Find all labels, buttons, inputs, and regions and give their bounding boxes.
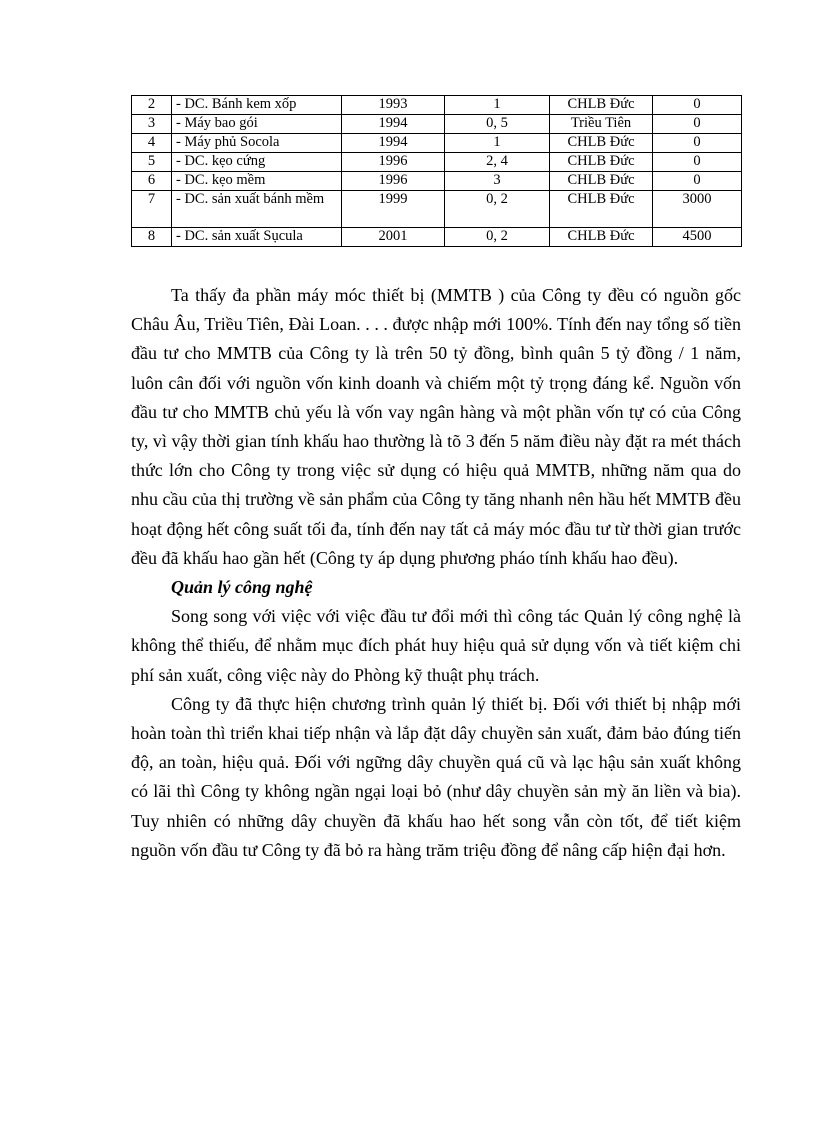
cell-equipment-name: - Máy bao gói [172,115,342,134]
cell-year: 1996 [342,172,445,191]
cell-year: 2001 [342,228,445,247]
paragraph-equipment-overview: Ta thấy đa phần máy móc thiết bị (MMTB ) của Công ty đều có nguồn gốc Châu Âu, Triều Tiên, Đài Loan. . . . được nhập mới 100%. Tính đến nay tổng số tiền đầu tư cho MMTB của Công ty là trên 50 tỷ đồng, bình quân 5 tỷ đồng / 1 năm, luôn cân đối với nguồn vốn kinh doanh và chiếm một tỷ trọng đáng kể. Nguồn vốn đầu tư cho MMTB chủ yếu là vốn vay ngân hàng và một phần vốn tự có của Công ty, vì vậy thời gian tính khấu hao thường là tõ 3 đến 5 năm điều này đặt ra mét thách thức lớn cho Công ty trong việc sử dụng có hiệu quả MMTB, những năm qua do nhu cầu của thị trường về sản phẩm của Công ty tăng nhanh nên hầu hết MMTB đều hoạt động hết công suất tối đa, tính đến nay tất cả máy móc đầu tư từ thời gian trước đều đã khấu hao gần hết (Công ty áp dụng phương pháo tính khấu hao đều). [131,285,741,568]
cell-equipment-name: - DC. Bánh kem xốp [172,96,342,115]
cell-value: 0 [653,153,742,172]
section-heading-technology-management: Quản lý công nghệ [171,577,313,598]
equipment-table-body [132,96,742,247]
cell-origin: CHLB Đức [550,172,653,191]
table-row [132,96,742,115]
table-row [132,172,742,191]
table-row [132,134,742,153]
cell-origin: Triều Tiên [550,115,653,134]
table-row [132,228,742,247]
cell-year: 1994 [342,115,445,134]
cell-equipment-name: - Máy phủ Socola [172,134,342,153]
table-row [132,191,742,228]
cell-year: 1996 [342,153,445,172]
cell-equipment-name: - DC. kẹo mềm [172,172,342,191]
cell-origin: CHLB Đức [550,191,653,228]
cell-row-number: 4 [132,134,172,153]
cell-row-number: 5 [132,153,172,172]
cell-origin: CHLB Đức [550,134,653,153]
cell-row-number: 8 [132,228,172,247]
cell-row-number: 2 [132,96,172,115]
cell-capacity: 3 [445,172,550,191]
equipment-table [131,95,742,247]
cell-year: 1993 [342,96,445,115]
cell-capacity: 1 [445,134,550,153]
cell-equipment-name: - DC. sản xuất Sụcula [172,228,342,247]
cell-year: 1999 [342,191,445,228]
cell-capacity: 0, 2 [445,191,550,228]
cell-origin: CHLB Đức [550,96,653,115]
cell-capacity: 0, 2 [445,228,550,247]
cell-capacity: 0, 5 [445,115,550,134]
cell-capacity: 1 [445,96,550,115]
cell-origin: CHLB Đức [550,153,653,172]
table-row [132,153,742,172]
cell-row-number: 6 [132,172,172,191]
cell-capacity: 2, 4 [445,153,550,172]
cell-year: 1994 [342,134,445,153]
cell-value: 0 [653,115,742,134]
table-row [132,115,742,134]
cell-value: 0 [653,134,742,153]
cell-equipment-name: - DC. sản xuất bánh mềm [172,191,342,228]
cell-value: 0 [653,96,742,115]
cell-row-number: 7 [132,191,172,228]
cell-value: 4500 [653,228,742,247]
cell-row-number: 3 [132,115,172,134]
cell-origin: CHLB Đức [550,228,653,247]
paragraph-equipment-program: Công ty đã thực hiện chương trình quản lý thiết bị. Đối với thiết bị nhập mới hoàn toàn thì triển khai tiếp nhận và lắp đặt dây chuyền sản xuất, đảm bảo đúng tiến độ, an toàn, hiệu quả. Đối với ngững dây chuyền quá cũ và lạc hậu sản xuất không có lãi thì Công ty không ngần ngại loại bỏ (như dây chuyền sản mỳ ăn liền và bia). Tuy nhiên có những dây chuyền đã khấu hao hết song vẫn còn tốt, để tiết kiệm nguồn vốn đầu tư Công ty đã bỏ ra hàng trăm triệu đồng để nâng cấp hiện đại hơn. [131,693,741,860]
paragraph-technology-management: Song song với việc với việc đầu tư đổi mới thì công tác Quản lý công nghệ là không thể thiếu, để nhằm mục đích phát huy hiệu quả sử dụng vốn và tiết kiệm chi phí sản xuất, công việc này do Phòng kỹ thuật phụ trách. [131,606,741,685]
cell-value: 3000 [653,191,742,228]
cell-equipment-name: - DC. kẹo cứng [172,153,342,172]
cell-value: 0 [653,172,742,191]
document-body [131,281,741,865]
